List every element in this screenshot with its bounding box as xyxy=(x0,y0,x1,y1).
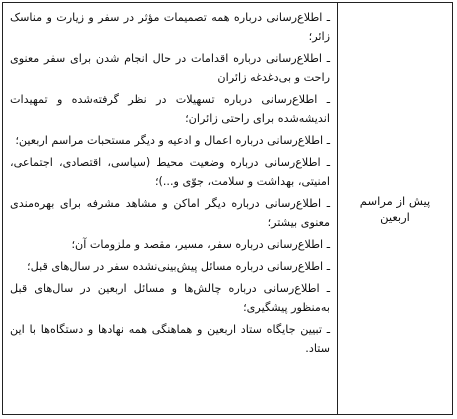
content-list xyxy=(3,3,337,358)
content-cell xyxy=(3,3,338,415)
list-item: ـ اطلاع‌رسانی درباره همه تصمیمات مؤثر در سفر و زیارت و مناسک زائر؛ xyxy=(10,11,330,43)
table-row xyxy=(3,3,453,415)
label-cell xyxy=(338,3,453,415)
list-item: ـ اطلاع‌رسانی درباره اقدامات در حال انجام شدن برای سفر معنوی راحت و بی‌دغدغه زائران xyxy=(10,52,330,84)
list-item: ـ اطلاع‌رسانی درباره سفر، مسیر، مقصد و ملزومات آن؛ xyxy=(71,238,330,251)
list-item: ـ اطلاع‌رسانی درباره اعمال و ادعیه و دیگر مستحبات مراسم اربعین؛ xyxy=(15,134,330,147)
list-item: ـ اطلاع‌رسانی درباره چالش‌ها و مسائل اربعین در سال‌های قبل به‌منظور پیشگیری؛ xyxy=(10,282,330,314)
list-item: ـ اطلاع‌رسانی درباره وضعیت محیط (سیاسی، اقتصادی، اجتماعی، امنیتی، بهداشت و سلامت، جوّی و...)؛ xyxy=(10,156,330,188)
row-label: پیش از مراسم اربعین xyxy=(359,193,431,224)
list-item: ـ اطلاع‌رسانی درباره دیگر اماکن و مشاهد مشرفه برای بهره‌مندی معنوی بیشتر؛ xyxy=(10,197,330,229)
document-table xyxy=(2,2,453,415)
list-item: ـ اطلاع‌رسانی درباره مسائل پیش‌بینی‌نشده سفر در سال‌های قبل؛ xyxy=(27,260,330,273)
list-item: ـ اطلاع‌رسانی درباره تسهیلات در نظر گرفته‌شده و تمهیدات اندیشه‌شده برای راحتی زائران؛ xyxy=(10,93,330,125)
list-item: ـ تبیین جایگاه ستاد اربعین و هماهنگی همه نهادها و دستگاه‌ها با این ستاد. xyxy=(10,323,330,355)
